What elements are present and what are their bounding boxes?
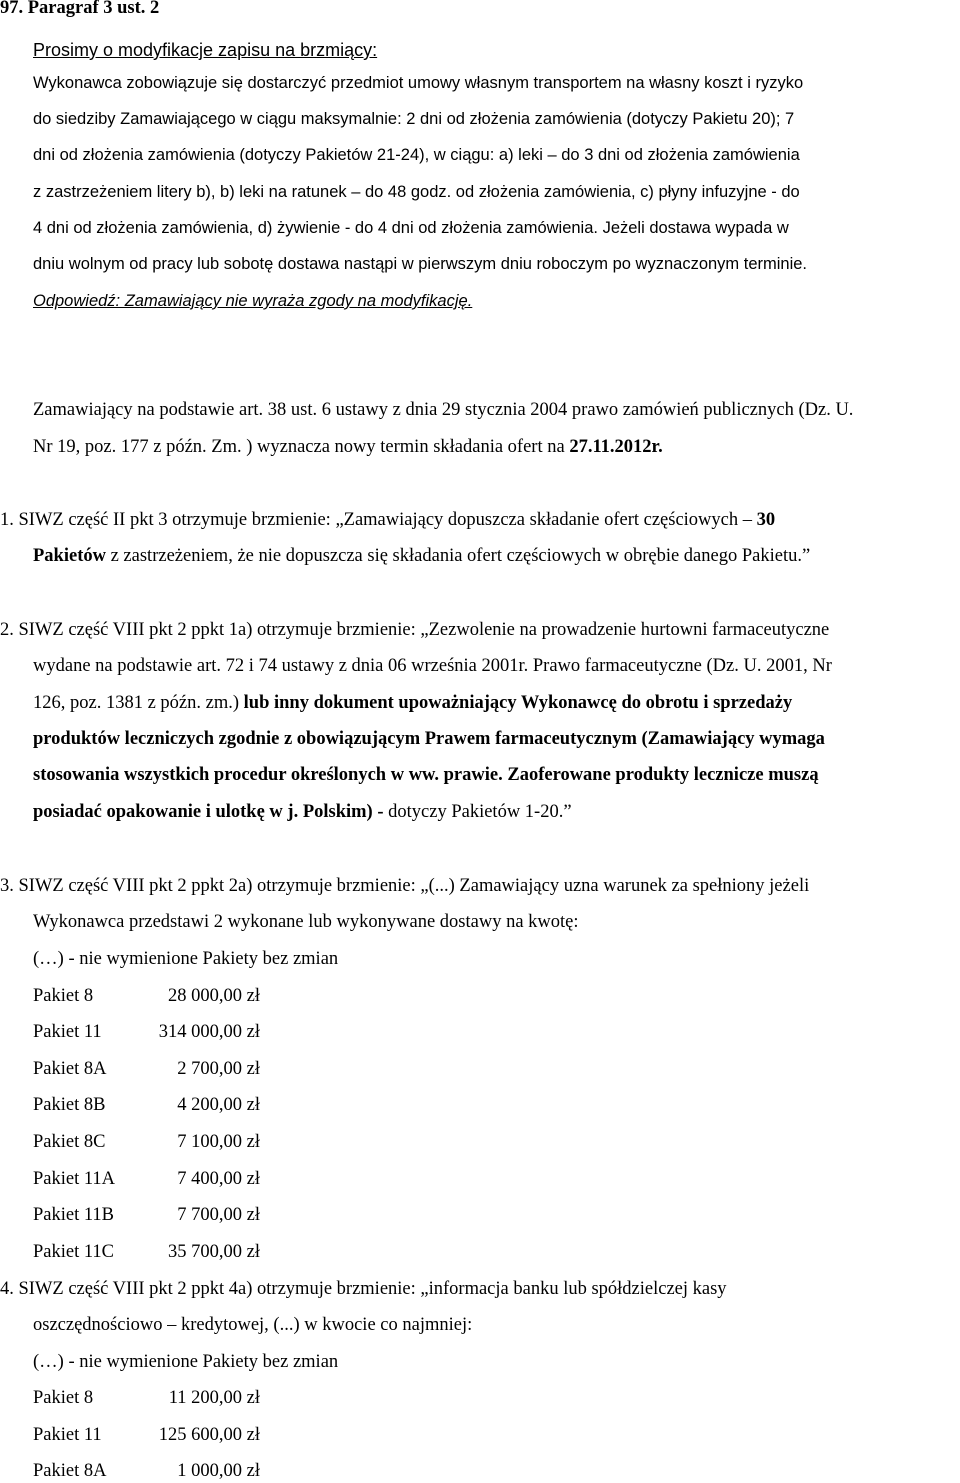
- package-name: Pakiet 8C: [33, 1132, 106, 1152]
- item-2-line-6: posiadać opakowanie i ulotkę w j. Polskim) - dotyczy Pakietów 1-20.”: [33, 802, 572, 822]
- package-name: Pakiet 8: [33, 986, 94, 1006]
- package-name: Pakiet 8A: [33, 1059, 107, 1079]
- package-name: Pakiet 11: [33, 1022, 102, 1042]
- package-name: Pakiet 11B: [33, 1205, 115, 1225]
- package-amount: 7 100,00 zł: [177, 1132, 260, 1152]
- question-heading: 97. Paragraf 3 ust. 2: [0, 0, 160, 18]
- item-3-line-2: Wykonawca przedstawi 2 wykonane lub wykonywane dostawy na kwotę:: [33, 912, 579, 932]
- answer: Odpowiedź: Zamawiający nie wyraża zgody na modyfikację.: [33, 292, 473, 310]
- notice-line-2: Nr 19, poz. 177 z późn. Zm. ) wyznacza nowy termin składania ofert na 27.11.2012r.: [33, 437, 663, 457]
- item-2-line-2: wydane na podstawie art. 72 i 74 ustawy z dnia 06 września 2001r. Prawo farmaceutyczne (Dz. U. 2001, Nr: [33, 656, 832, 676]
- request-intro: Prosimy o modyfikacje zapisu na brzmiący:: [33, 40, 378, 60]
- request-line-5: 4 dni od złożenia zamówienia, d) żywienie - do 4 dni od złożenia zamówienia. Jeżeli dostawa wypada w: [33, 219, 789, 237]
- item-2-line-4: produktów leczniczych zgodnie z obowiązującym Prawem farmaceutycznym (Zamawiający wymaga: [33, 729, 825, 749]
- item-1-line-1: 1. SIWZ część II pkt 3 otrzymuje brzmienie: „Zamawiający dopuszcza składanie ofert częściowych – 30: [0, 510, 776, 530]
- package-amount: 4 200,00 zł: [177, 1095, 260, 1115]
- package-amount: 1 000,00 zł: [177, 1461, 260, 1481]
- request-line-6: dniu wolnym od pracy lub sobotę dostawa nastąpi w pierwszym dniu roboczym po wyznaczonym terminie.: [33, 255, 808, 273]
- new-deadline-date: 27.11.2012r.: [569, 437, 663, 457]
- item-4-line-1: 4. SIWZ część VIII pkt 2 ppkt 4a) otrzymuje brzmienie: „informacja banku lub spółdzielczej kasy: [0, 1279, 727, 1299]
- item-1-line-2: Pakietów z zastrzeżeniem, że nie dopuszcza się składania ofert częściowych w obrębie danego Pakietu.”: [33, 546, 811, 566]
- request-line-1: Wykonawca zobowiązuje się dostarczyć przedmiot umowy własnym transportem na własny koszt i ryzyko: [33, 74, 804, 92]
- package-name: Pakiet 11C: [33, 1242, 115, 1262]
- package-name: Pakiet 8A: [33, 1461, 107, 1481]
- package-amount: 7 700,00 zł: [177, 1205, 260, 1225]
- item-3-line-1: 3. SIWZ część VIII pkt 2 ppkt 2a) otrzymuje brzmienie: „(...) Zamawiający uzna warunek za spełniony jeżeli: [0, 876, 810, 896]
- item-3-unchanged-note: (…) - nie wymienione Pakiety bez zmian: [33, 949, 339, 969]
- package-amount: 35 700,00 zł: [168, 1242, 260, 1262]
- package-name: Pakiet 11: [33, 1425, 102, 1445]
- package-name: Pakiet 8B: [33, 1095, 106, 1115]
- notice-line-1: Zamawiający na podstawie art. 38 ust. 6 ustawy z dnia 29 stycznia 2004 prawo zamówień publicznych (Dz. U.: [33, 400, 854, 420]
- package-amount: 11 200,00 zł: [168, 1388, 260, 1408]
- package-amount: 2 700,00 zł: [177, 1059, 260, 1079]
- item-2-line-5: stosowania wszystkich procedur określonych w ww. prawie. Zaoferowane produkty lecznicze muszą: [33, 765, 819, 785]
- request-line-4: z zastrzeżeniem litery b), b) leki na ratunek – do 48 godz. od złożenia zamówienia, c) płyny infuzyjne - do: [33, 183, 800, 201]
- package-amount: 7 400,00 zł: [177, 1169, 260, 1189]
- request-line-3: dni od złożenia zamówienia (dotyczy Pakietów 21-24), w ciągu: a) leki – do 3 dni od złożenia zamówienia: [33, 146, 800, 164]
- package-amount: 125 600,00 zł: [158, 1425, 260, 1445]
- package-amount: 28 000,00 zł: [168, 986, 260, 1006]
- package-name: Pakiet 8: [33, 1388, 94, 1408]
- item-2-line-3: 126, poz. 1381 z późn. zm.) lub inny dokument upoważniający Wykonawcę do obrotu i sprzedaży: [33, 693, 793, 713]
- package-name: Pakiet 11A: [33, 1169, 116, 1189]
- package-amount: 314 000,00 zł: [158, 1022, 260, 1042]
- request-line-2: do siedziby Zamawiającego w ciągu maksymalnie: 2 dni od złożenia zamówienia (dotyczy Pakietu 20); 7: [33, 110, 795, 128]
- item-4-unchanged-note: (…) - nie wymienione Pakiety bez zmian: [33, 1352, 339, 1372]
- item-4-line-2: oszczędnościowo – kredytowej, (...) w kwocie co najmniej:: [33, 1315, 473, 1335]
- item-2-line-1: 2. SIWZ część VIII pkt 2 ppkt 1a) otrzymuje brzmienie: „Zezwolenie na prowadzenie hurtowni farmaceutyczne: [0, 620, 830, 640]
